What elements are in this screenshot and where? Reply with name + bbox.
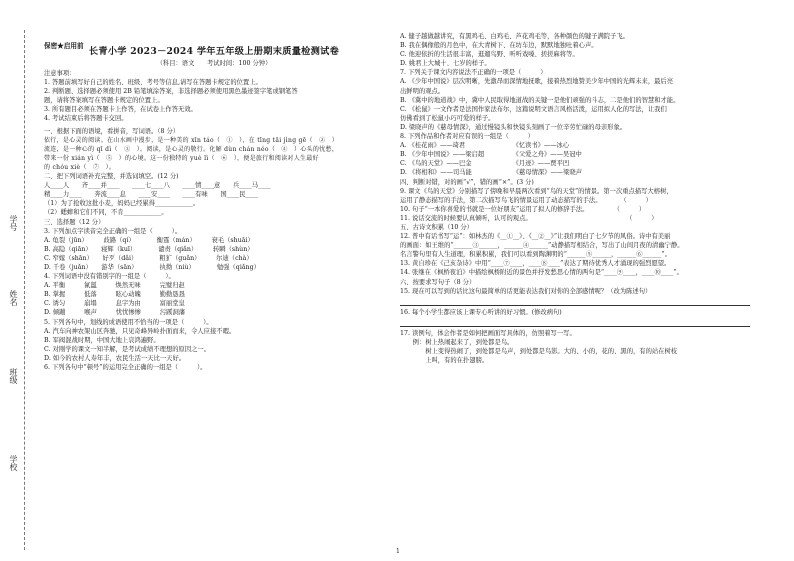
question-text: （1）为了抢收这批小麦，妈妈已经累得____________。 [44, 200, 200, 208]
question-text: 的画面：如王维的“______③______，______④______”动静描写相结合，写出了山间月夜的清幽宁静。 [400, 242, 684, 250]
binding-cut-line [24, 30, 25, 550]
option-row: B. 军阀混战时期，中国大地上哀鸿遍野。 [44, 336, 160, 344]
idiom-fill-row: 精____力____ 奔流____息 ____安____ ____有味 国____民____ [44, 191, 259, 199]
question-text: 5. 下列各句中，划线的成语使用不恰当的一项是（ ）。 [44, 318, 213, 326]
question-text: 流连，是一种心的 qī dì（ ③ ）。阅读，是心灵的敬行。化解 dùn chán néo（ ④ ）心头的忧愁， [44, 145, 339, 153]
note-line: 4. 考试结束后将答题卡交回。 [44, 115, 128, 123]
question-text: 9. 课文《鸟的天堂》分别描写了傍晚和早晨两次看到“鸟的天堂”的情景。第一次重点描写大榕树， [400, 187, 673, 195]
note-line: 2. 判断题、选择题必须使用 2B 铅笔填涂答案，非选择题必须使用黑色墨迹签字笔或钢笔答 [44, 88, 298, 96]
option-row: B. 《少年中国说》——梁启超 《父爱之舟》——吴冠中 [400, 151, 582, 159]
option-row: C. 窄嫁（shān） 好歹（dǎi） 粗犷（guǎn） 尔迪（chà） [44, 254, 253, 262]
question-text: 依行，是心灵的阅读。在山水画中漫步，是一种美的 xīn táo（ ① ），在 tīng tāi jìng gē（ ② ） [44, 136, 339, 144]
section-heading: 六、按要求写句子（8 分） [400, 278, 476, 286]
binding-margin [0, 0, 36, 561]
option-row: D. 姚君上大城十、七岁的样子。 [400, 60, 491, 68]
option-row: A. 《少年中国说》层次明晰，先激昂而深情地抚歌，接着热烈地赞美少年中国的光辉未来，最后亮 [400, 78, 674, 86]
idiom-fill-row: 人____人 齐____并____ ____七____八 ____情____意 兵____马____ [44, 182, 271, 190]
question-text: 12. 普中有话书写“运”：如林杰的《__①__》、《__②__》”让我们明白了七夕节的风俗。诗中有美丽 [400, 233, 671, 241]
notes-heading: 注意事项： [44, 70, 76, 77]
option-row: A. 龟裂（jūn） 歧路（qí） 衡霆（mán） 衰毛（shuāi） [44, 236, 254, 244]
option-row: C. 对刚学的课文一知半解，是考试成绩不理想的原因之一。 [44, 345, 211, 353]
question-text: 7. 下列关于课文内容说法不正确的一项是（ ） [400, 69, 547, 77]
example-sentence: 树上变得热闹了，到处都是鸟声，到处都是鸟影。大的、小的，花的、黑的，有的站在树枝 [400, 348, 678, 355]
option-row: A. 汽车向神农架山区奔驰，只见奇峰异岭扑面而来，令人应接不暇。 [44, 327, 236, 335]
option-row: A. 《桂花雨》——琦君 《忆读书》——冰心 [400, 142, 570, 150]
student-number-label: 学号 [9, 215, 18, 231]
question-text: 运用了静态描写的手法，第二次描写鸟飞的情景运用了动态描写的手法。 （ ） [400, 196, 652, 204]
option-row: 仿佛看到了松鼠小巧可爱的样子。 [400, 114, 495, 122]
option-row: D. 倾蹦 喉声 忧忧惨惨 污蹊洞藩 [44, 309, 186, 317]
name-label: 姓名 [9, 290, 18, 306]
option-row: D. 千卷（juǎn） 游华（sān） 执拗（niù） 勉强（qiǎng） [44, 263, 260, 271]
left-column [44, 32, 384, 372]
option-row: C. 《松鼠》一文作者是法国作家法布尔，这篇说明文语言风格活泼，运用拟人化的写法，让我们 [400, 105, 667, 113]
option-row: A. 健子越做越讲究，有黑鸡毛、白鸡毛、芦花鸡毛等，各种颜色的键子满院子飞。 [400, 33, 629, 40]
option-row: A. 平衡 氤氲 焕然无味 完璧归赵 [44, 282, 185, 290]
example-sentence: 上叫，有的在扑翅膀。 [400, 357, 489, 365]
page-number: 1 [396, 548, 400, 555]
section-heading: 二、把下列词语补充完整，并选词填空。(12 分) [44, 173, 179, 181]
question-text: 带来一份 xián yì（ ⑤ ）的心境。这一份独特的 yuè lì（ ⑥ ），便是旅行和阅读对人生最好 [44, 154, 319, 162]
note-line: 1. 答题前填写好自己的姓名、班级、考号等信息,请写在答题卡规定的位置上。 [44, 79, 262, 87]
confidential-mark: 保密★启用前 [44, 42, 84, 50]
option-row: C. 他迎依折的生活很丰富，逛遛鸟野、听听戏嗓、搓搓麻将等。 [400, 51, 579, 59]
question-text: 3. 下列加点字读音完全正确的一组是（ ）。 [44, 227, 182, 235]
option-row: C. 《鸟的天堂》——巴金 《月迹》——贾平凹 [400, 160, 570, 168]
question-text: 8. 下列作品和作者对应有误的一组是（ ） [400, 133, 534, 141]
option-row: B. 《冀中的地道战》中，冀中人民取得地道战的关键一是他们顽强的斗志，二是他们的智慧和才能。 [400, 96, 680, 104]
question-text: 13. 黄自珍在《己亥杂诗》中用“____⑦____，____⑧____”表达了期待优秀人才涌现的强烈愿望。 [400, 260, 671, 268]
option-row: B. 我在偶像般的月色中，在大青树下、在坊车边，默默地独吐着心声。 [400, 42, 598, 50]
question-text: 17. 读例句，体会作者是如何把画面写具体的，仿照着写一写。 [400, 329, 576, 337]
question-text: （2）蟋蟀和它们不同，不肯____________。 [44, 209, 168, 217]
question-text: 14. 张继在《枫桥夜泊》中描绘枫桥附近的景色并抒发愁思心情的两句是“____⑨____，____⑩____”。 [400, 269, 683, 277]
answer-line [400, 318, 750, 327]
option-row: C. 诱匀 崩塌 息字为由 富丽堂皇 [44, 300, 185, 308]
question-text: 15. 现在可以写到的话比这句最简单的话更能表达我们对你的全部感情呢？（改为陈述句） [400, 287, 652, 295]
question-text: 11. 说话交流的时候要认真倾听，认可的观点。 （ ） [400, 214, 658, 222]
exam-subtitle: （科目：语文 考试时间：100 分钟） [156, 60, 272, 67]
question-text: 6. 下列各句中“顿号”的运用完全正确的一组是（ ）。 [44, 364, 207, 371]
school-label: 学校 [9, 455, 18, 471]
class-label: 班级 [9, 368, 18, 384]
option-row: D. 梁晓声的《慈母情深》，通过慢镜头和快镜头刻画了一位辛劳忙碌的母亲形象。 [400, 123, 627, 131]
option-row: D. 如今的农村人寿年丰，农民生活一天比一天好。 [44, 354, 186, 362]
note-line: 题，请将答案填写在答题卡规定的位置上。 [44, 97, 164, 105]
answer-line [400, 297, 750, 306]
note-line: 3. 所有题目必须在答题卡上作答，在试卷上作答无效。 [44, 106, 197, 114]
exam-title: 长青小学 2023－2024 学年五年级上册期末质量检测试卷 [88, 46, 340, 57]
section-heading: 四、判断对错，对的画“√”，错的画“×”。(3 分) [400, 178, 534, 186]
question-text: 4. 下列词语中没有错别字的一组是（ ）。 [44, 273, 175, 281]
section-heading: 五、古诗文积累（10 分） [400, 223, 473, 231]
option-row: D. 《将相和》——司马能 《慈母情深》——梁晓声 [400, 169, 582, 177]
option-row: 出鲜明的观点。 [400, 87, 445, 95]
section-heading: 三、选择题（12 分） [44, 218, 105, 226]
question-text: 10. 句子“一本你喜爱的书就是一位好朋友”运用了拟人的修辞手法。 （ ） [400, 205, 646, 213]
question-text: 16. 每个小学生都应该上课专心听讲的好习惯。(修改病句) [400, 308, 562, 316]
question-text: 名言警句里有人生道理，积累积累，我们可以看到陶渊明的“______⑤______，______⑥______”。 [400, 251, 671, 259]
option-row: B. 掌握 低落 眩心动魄 勤勤恳恳 [44, 291, 185, 299]
question-text: 的 chóu xiè（ ⑦ ）。 [44, 163, 116, 171]
option-row: B. 高隐（qiān） 寝辉（kuī） 谴责（qiǎn） 转瞬（shùn） [44, 245, 254, 253]
section-heading: 一、根据下面的语境，看拼音，写词语。（8 分） [44, 127, 180, 135]
right-column [400, 32, 750, 365]
example-sentence: 例：树上热闹起来了，到处都是鸟。 [400, 338, 514, 346]
